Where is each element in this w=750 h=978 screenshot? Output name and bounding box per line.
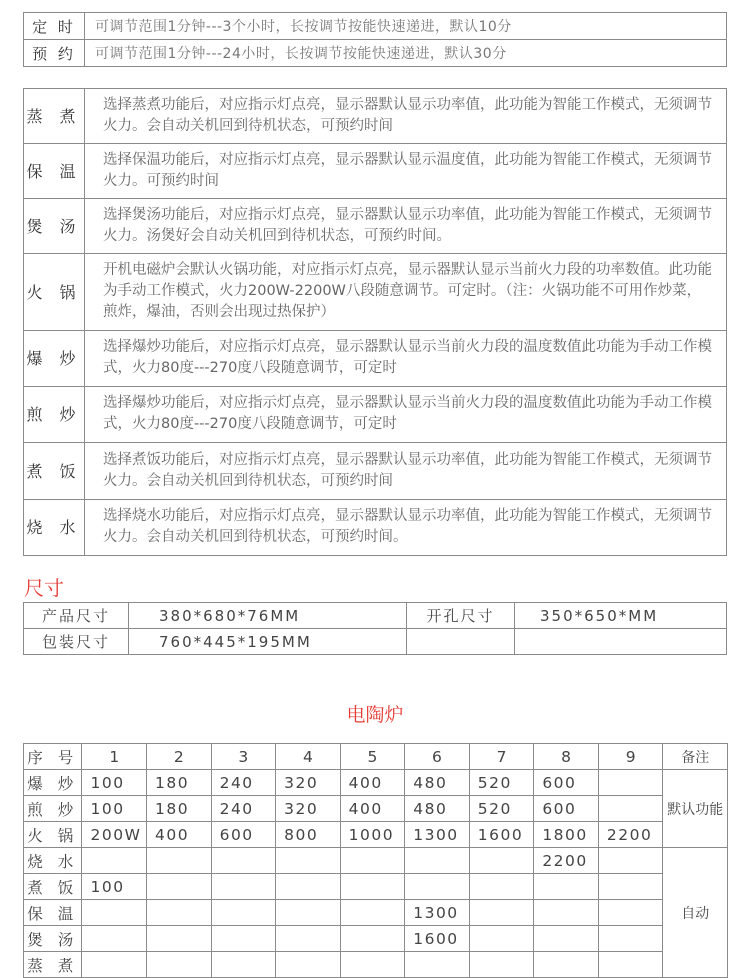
note-default-cell: 默认功能 (663, 770, 728, 848)
timer-table (23, 12, 727, 67)
table-row (24, 443, 727, 500)
row-text: 选择蒸煮功能后，对应指示灯点亮，显示器默认显示功率值，此功能为智能工作模式，无须调节火力。会自动关机回到待机状态，可预约时间 (85, 89, 727, 144)
value-cell (211, 952, 276, 978)
row-text: 可调节范围1分钟---3个小时，长按调节按能快速递进，默认10分 (85, 13, 727, 40)
header-cell: 3 (211, 744, 276, 770)
value-cell (340, 926, 405, 952)
table-row (24, 500, 727, 556)
value-cell (147, 848, 212, 874)
row-text: 选择煮饭功能后，对应指示灯点亮，显示器默认显示功率值，此功能为智能工作模式，无须调节火力。会自动关机回到待机状态，可预约时间 (85, 443, 727, 500)
value-cell (405, 848, 470, 874)
value-cell: 400 (340, 796, 405, 822)
product-size-label: 产品尺寸 (24, 603, 129, 629)
header-cell: 6 (405, 744, 470, 770)
header-cell: 7 (469, 744, 534, 770)
row-label: 爆 炒 (24, 331, 85, 387)
row-label: 煲 汤 (24, 199, 85, 254)
table-row (24, 603, 727, 629)
value-cell (534, 952, 599, 978)
value-cell (276, 926, 341, 952)
value-cell: 180 (147, 796, 212, 822)
value-cell: 600 (534, 770, 599, 796)
header-cell: 5 (340, 744, 405, 770)
package-size-value: 760*445*195MM (129, 629, 407, 655)
row-label: 蒸 煮 (24, 952, 82, 978)
table-row (24, 387, 727, 443)
row-text: 选择煲汤功能后，对应指示灯点亮，显示器默认显示功率值，此功能为智能工作模式，无须调节火力。汤煲好会自动关机回到待机状态，可预约时间。 (85, 199, 727, 254)
header-cell: 9 (598, 744, 663, 770)
value-cell (276, 874, 341, 900)
value-cell (534, 900, 599, 926)
table-row (24, 40, 727, 67)
value-cell: 520 (469, 770, 534, 796)
table-row (24, 952, 728, 978)
power-table-body (24, 770, 728, 978)
header-cell: 8 (534, 744, 599, 770)
value-cell: 600 (211, 822, 276, 848)
table-row (24, 331, 727, 387)
value-cell (405, 952, 470, 978)
value-cell (469, 926, 534, 952)
header-cell: 4 (276, 744, 341, 770)
value-cell: 520 (469, 796, 534, 822)
row-label: 煮 饭 (24, 874, 82, 900)
table-row (24, 822, 728, 848)
value-cell (276, 952, 341, 978)
value-cell (82, 848, 147, 874)
row-label: 煮 饭 (24, 443, 85, 500)
value-cell (211, 900, 276, 926)
table-row (24, 770, 728, 796)
value-cell: 1600 (405, 926, 470, 952)
value-cell: 2200 (534, 848, 599, 874)
value-cell (598, 848, 663, 874)
value-cell (276, 848, 341, 874)
row-label: 火 锅 (24, 822, 82, 848)
value-cell (211, 874, 276, 900)
value-cell (598, 900, 663, 926)
value-cell: 400 (147, 822, 212, 848)
product-size-value: 380*680*76MM (129, 603, 407, 629)
row-text: 开机电磁炉会默认火锅功能，对应指示灯点亮，显示器默认显示当前火力段的功率数值。此功能为手动工作模式，火力200W-2200W八段随意调节。可定时。（注：火锅功能不可用作炒菜，煎炸，爆油，否则会出现过热保护） (85, 254, 727, 331)
value-cell (340, 874, 405, 900)
table-row (24, 874, 728, 900)
value-cell (147, 874, 212, 900)
package-size-label: 包装尺寸 (24, 629, 129, 655)
value-cell: 1300 (405, 822, 470, 848)
table-row (24, 900, 728, 926)
value-cell (340, 848, 405, 874)
value-cell (598, 926, 663, 952)
value-cell: 1800 (534, 822, 599, 848)
value-cell (534, 874, 599, 900)
value-cell (598, 952, 663, 978)
table-row (24, 89, 727, 144)
row-label: 煎 炒 (24, 796, 82, 822)
value-cell (147, 952, 212, 978)
power-table (23, 743, 728, 978)
value-cell (147, 900, 212, 926)
value-cell (82, 900, 147, 926)
value-cell: 100 (82, 796, 147, 822)
value-cell (469, 874, 534, 900)
row-label: 保 温 (24, 144, 85, 199)
row-label: 保 温 (24, 900, 82, 926)
ceramic-section-title: 电陶炉 (346, 704, 404, 726)
table-header-row (24, 744, 728, 770)
value-cell (405, 874, 470, 900)
value-cell (211, 848, 276, 874)
size-table (23, 602, 727, 655)
value-cell (340, 900, 405, 926)
table-row (24, 254, 727, 331)
value-cell: 240 (211, 770, 276, 796)
row-text: 选择烧水功能后，对应指示灯点亮，显示器默认显示功率值，此功能为智能工作模式，无须调节火力。会自动关机回到待机状态，可预约时间。 (85, 500, 727, 556)
table-row (24, 848, 728, 874)
value-cell (82, 952, 147, 978)
table-row (24, 144, 727, 199)
table-row (24, 13, 727, 40)
value-cell: 400 (340, 770, 405, 796)
row-label: 定 时 (24, 13, 85, 40)
cutout-size-value: 350*650*MM (515, 603, 727, 629)
value-cell: 480 (405, 770, 470, 796)
value-cell (147, 926, 212, 952)
table-row (24, 796, 728, 822)
function-table (23, 88, 727, 556)
value-cell: 320 (276, 770, 341, 796)
row-text: 可调节范围1分钟---24小时，长按调节按能快速递进，默认30分 (85, 40, 727, 67)
value-cell (82, 926, 147, 952)
value-cell (534, 926, 599, 952)
header-cell: 序 号 (24, 744, 82, 770)
table-row (24, 926, 728, 952)
header-cell: 备注 (663, 744, 728, 770)
row-text: 选择爆炒功能后，对应指示灯点亮，显示器默认显示当前火力段的温度数值此功能为手动工作模式，火力80度---270度八段随意调节，可定时 (85, 387, 727, 443)
value-cell: 1300 (405, 900, 470, 926)
row-label: 预 约 (24, 40, 85, 67)
row-label: 蒸 煮 (24, 89, 85, 144)
row-label: 煲 汤 (24, 926, 82, 952)
value-cell: 800 (276, 822, 341, 848)
value-cell: 100 (82, 874, 147, 900)
table-row (24, 629, 727, 655)
value-cell (340, 952, 405, 978)
row-label: 火 锅 (24, 254, 85, 331)
value-cell: 320 (276, 796, 341, 822)
value-cell (598, 796, 663, 822)
value-cell (598, 874, 663, 900)
empty-cell (515, 629, 727, 655)
table-row (24, 199, 727, 254)
row-text: 选择保温功能后，对应指示灯点亮，显示器默认显示温度值，此功能为智能工作模式，无须调节火力。可预约时间 (85, 144, 727, 199)
value-cell (598, 770, 663, 796)
header-cell: 2 (147, 744, 212, 770)
value-cell: 180 (147, 770, 212, 796)
row-text: 选择爆炒功能后，对应指示灯点亮，显示器默认显示当前火力段的温度数值此功能为手动工作模式，火力80度---270度八段随意调节，可定时 (85, 331, 727, 387)
value-cell: 1600 (469, 822, 534, 848)
value-cell: 600 (534, 796, 599, 822)
value-cell: 240 (211, 796, 276, 822)
value-cell (469, 952, 534, 978)
value-cell: 100 (82, 770, 147, 796)
row-label: 煎 炒 (24, 387, 85, 443)
value-cell: 200W (82, 822, 147, 848)
value-cell (469, 848, 534, 874)
value-cell (211, 926, 276, 952)
cutout-size-label: 开孔尺寸 (407, 603, 515, 629)
value-cell (276, 900, 341, 926)
value-cell: 1000 (340, 822, 405, 848)
value-cell: 2200 (598, 822, 663, 848)
header-cell: 1 (82, 744, 147, 770)
size-section-title: 尺寸 (24, 576, 64, 600)
row-label: 烧 水 (24, 848, 82, 874)
empty-cell (407, 629, 515, 655)
value-cell: 480 (405, 796, 470, 822)
value-cell (469, 900, 534, 926)
note-auto-cell: 自动 (663, 848, 728, 978)
row-label: 烧 水 (24, 500, 85, 556)
row-label: 爆 炒 (24, 770, 82, 796)
